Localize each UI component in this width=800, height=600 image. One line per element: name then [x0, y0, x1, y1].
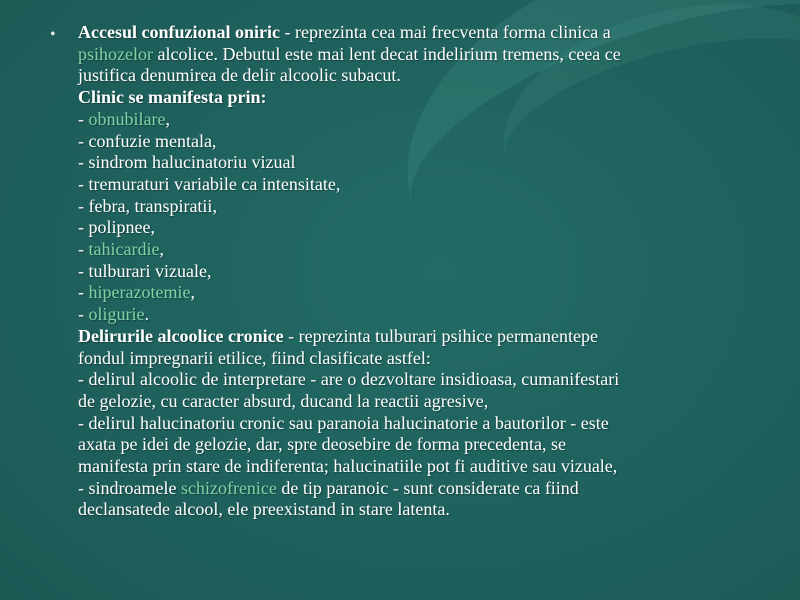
text-span: ,	[165, 108, 170, 129]
list-item	[78, 282, 768, 304]
heading-clinic: Clinic se manifesta prin:	[78, 87, 267, 108]
list-item: - confuzie mentala,	[78, 130, 217, 151]
text-line: - delirul alcoolic de interpretare - are o dezvoltare insidioasa, cumanifestari	[78, 369, 620, 390]
link-obnubilare[interactable]: obnubilare	[88, 108, 166, 129]
text-span: -	[78, 282, 89, 303]
link-psihozelor[interactable]: psihozelor	[78, 43, 153, 64]
list-item	[78, 304, 768, 326]
link-schizofrenice[interactable]: schizofrenice	[180, 477, 277, 498]
text-line: fondul impregnarii etilice, fiind clasificate astfel:	[78, 347, 431, 368]
text-line: de gelozie, cu caracter absurd, ducand la reactii agresive,	[78, 390, 489, 411]
text-line	[78, 44, 768, 66]
slide-body-text	[78, 22, 768, 521]
heading-accesul: Accesul confuzional oniric	[78, 22, 280, 42]
list-item: - febra, transpiratii,	[78, 195, 217, 216]
text-line	[78, 326, 768, 348]
text-line	[78, 478, 768, 500]
link-hiperazotemie[interactable]: hiperazotemie	[88, 282, 191, 303]
text-span: -	[78, 304, 89, 325]
text-span: de tip paranoic - sunt considerate ca fiind	[276, 477, 579, 498]
text-span: - reprezinta cea mai frecventa forma clinica a	[279, 22, 611, 42]
text-line	[78, 22, 768, 44]
heading-delirurile: Delirurile alcoolice cronice	[78, 325, 284, 346]
link-oligurie[interactable]: oligurie	[88, 304, 145, 325]
list-item: - sindrom halucinatoriu vizual	[78, 152, 296, 173]
bullet-icon: •	[50, 26, 56, 43]
text-line: manifesta prin stare de indiferenta; halucinatiile pot fi auditive sau vizuale,	[78, 456, 618, 477]
text-span: alcolice. Debutul este mai lent decat indelirium tremens, ceea ce	[152, 43, 621, 64]
text-span: -	[78, 239, 89, 260]
list-item	[78, 239, 768, 261]
list-item: - polipnee,	[78, 217, 155, 238]
text-line: axata pe idei de gelozie, dar, spre deosebire de forma precedenta, se	[78, 434, 567, 455]
link-tahicardie[interactable]: tahicardie	[88, 239, 160, 260]
text-span: - sindroamele	[78, 477, 181, 498]
text-span: - reprezinta tulburari psihice permanentepe	[283, 325, 598, 346]
list-item	[78, 109, 768, 131]
text-line: - delirul halucinatoriu cronic sau paranoia halucinatorie a bautorilor - este	[78, 412, 609, 433]
text-line: justifica denumirea de delir alcoolic subacut.	[78, 65, 401, 86]
text-span: -	[78, 108, 89, 129]
text-span: ,	[190, 282, 195, 303]
text-span: ,	[159, 239, 164, 260]
list-item: - tulburari vizuale,	[78, 260, 212, 281]
list-item: - tremuraturi variabile ca intensitate,	[78, 173, 341, 194]
text-span: .	[144, 304, 149, 325]
text-line: declansatede alcool, ele preexistand in stare latenta.	[78, 499, 450, 520]
